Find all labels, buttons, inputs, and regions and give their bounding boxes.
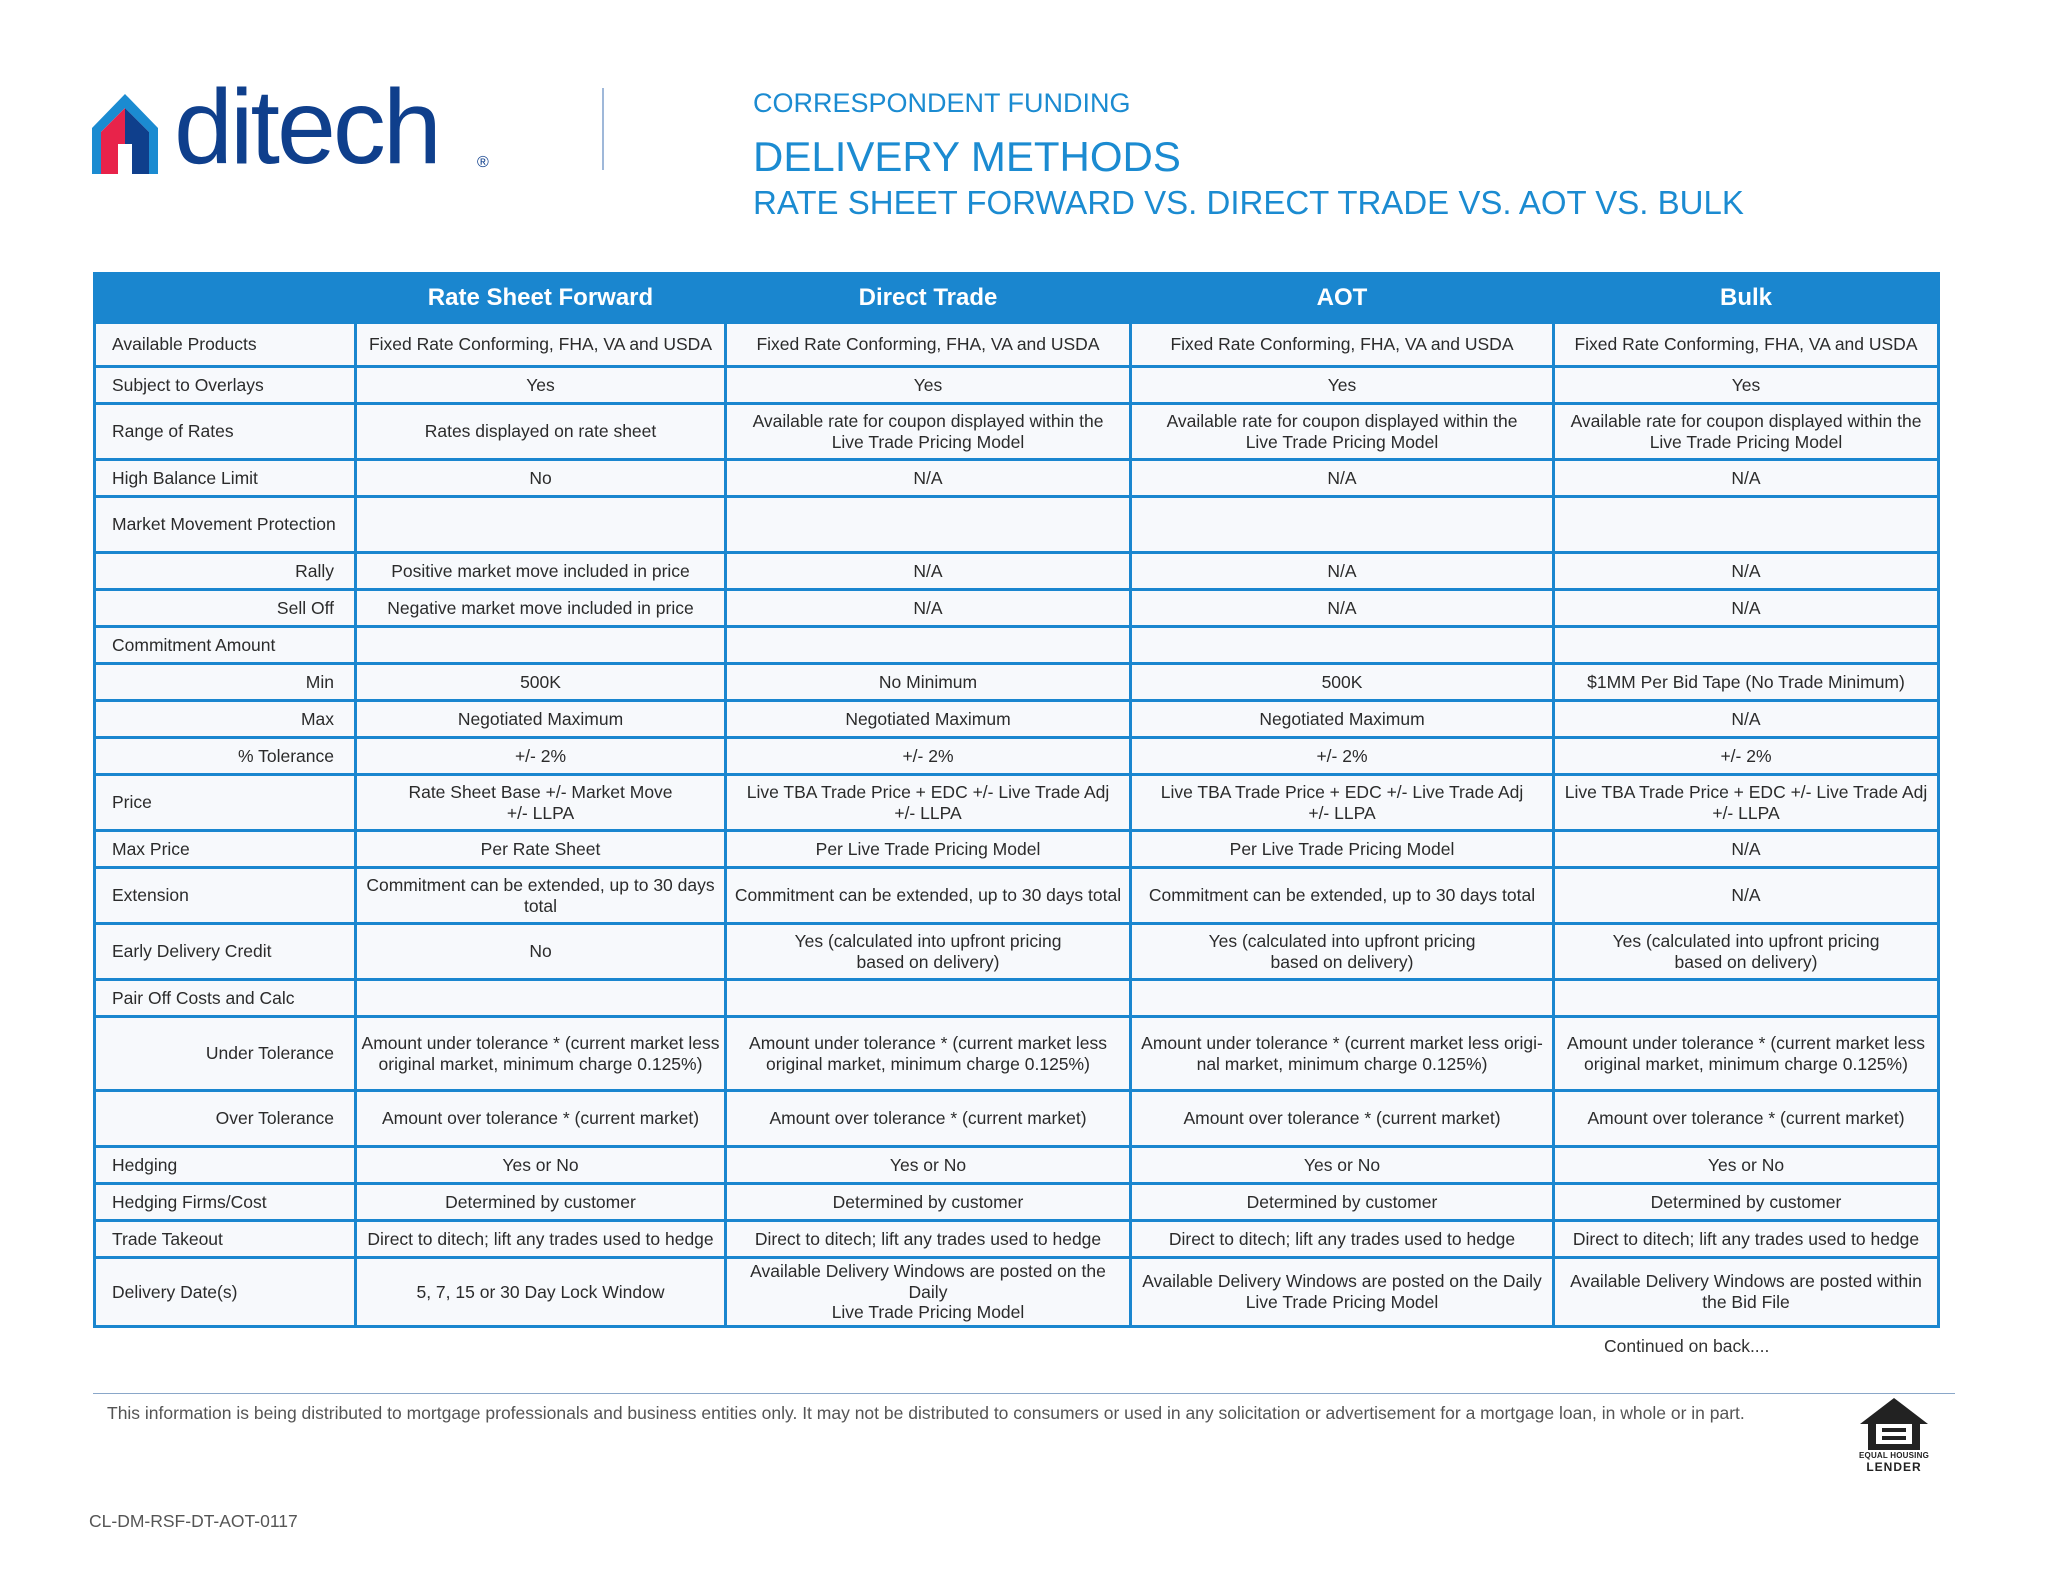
row-label: Subject to Overlays bbox=[95, 367, 356, 404]
table-cell: Available Delivery Windows are posted on the Daily Live Trade Pricing Model bbox=[726, 1258, 1131, 1327]
table-cell: Fixed Rate Conforming, FHA, VA and USDA bbox=[726, 323, 1131, 367]
row-label: Min bbox=[95, 664, 356, 701]
table-cell: Available rate for coupon displayed within the Live Trade Pricing Model bbox=[1554, 404, 1939, 460]
table-cell: No bbox=[356, 924, 726, 980]
table-cell: Amount under tolerance * (current market less original market, minimum charge 0.125%) bbox=[356, 1017, 726, 1091]
row-label: Market Movement Protection bbox=[95, 497, 356, 553]
table-cell: Negotiated Maximum bbox=[356, 701, 726, 738]
document-code: CL-DM-RSF-DT-AOT-0117 bbox=[89, 1511, 298, 1531]
table-cell: +/- 2% bbox=[1554, 738, 1939, 775]
table-cell: N/A bbox=[1131, 460, 1554, 497]
row-label: High Balance Limit bbox=[95, 460, 356, 497]
column-header-bulk: Bulk bbox=[1554, 274, 1939, 323]
table-cell: Amount under tolerance * (current market less original market, minimum charge 0.125%) bbox=[1554, 1017, 1939, 1091]
table-cell: Available Delivery Windows are posted on the Daily Live Trade Pricing Model bbox=[1131, 1258, 1554, 1327]
row-label: Rally bbox=[95, 553, 356, 590]
table-cell: Amount under tolerance * (current market less original market, minimum charge 0.125%) bbox=[726, 1017, 1131, 1091]
table-cell: Yes bbox=[1131, 367, 1554, 404]
table-cell: Commitment can be extended, up to 30 days total bbox=[1131, 868, 1554, 924]
table-cell: Yes (calculated into upfront pricing based on delivery) bbox=[1131, 924, 1554, 980]
table-cell: Negotiated Maximum bbox=[726, 701, 1131, 738]
table-cell bbox=[356, 627, 726, 664]
table-cell: +/- 2% bbox=[356, 738, 726, 775]
table-cell: N/A bbox=[1554, 831, 1939, 868]
table-cell bbox=[726, 980, 1131, 1017]
table-cell bbox=[726, 627, 1131, 664]
row-label: Hedging bbox=[95, 1147, 356, 1184]
table-cell: 500K bbox=[1131, 664, 1554, 701]
table-cell: Determined by customer bbox=[356, 1184, 726, 1221]
table-cell: N/A bbox=[1554, 553, 1939, 590]
table-cell: Amount over tolerance * (current market) bbox=[1554, 1091, 1939, 1147]
table-row bbox=[95, 553, 1939, 590]
table-cell: Available rate for coupon displayed within the Live Trade Pricing Model bbox=[726, 404, 1131, 460]
table-row bbox=[95, 980, 1939, 1017]
table-cell: Direct to ditech; lift any trades used to hedge bbox=[356, 1221, 726, 1258]
header-kicker: CORRESPONDENT FUNDING bbox=[753, 88, 1131, 118]
table-cell: $1MM Per Bid Tape (No Trade Minimum) bbox=[1554, 664, 1939, 701]
table-cell: Yes or No bbox=[356, 1147, 726, 1184]
page-title: DELIVERY METHODS bbox=[753, 133, 1181, 180]
table-row bbox=[95, 1017, 1939, 1091]
table-row bbox=[95, 1091, 1939, 1147]
table-cell: Fixed Rate Conforming, FHA, VA and USDA bbox=[1131, 323, 1554, 367]
row-label: Max Price bbox=[95, 831, 356, 868]
table-cell: Available rate for coupon displayed within the Live Trade Pricing Model bbox=[1131, 404, 1554, 460]
table-cell: No Minimum bbox=[726, 664, 1131, 701]
equal-housing-lender-logo bbox=[1856, 1396, 1932, 1474]
table-cell: 5, 7, 15 or 30 Day Lock Window bbox=[356, 1258, 726, 1327]
table-cell: N/A bbox=[1131, 553, 1554, 590]
row-label: Over Tolerance bbox=[95, 1091, 356, 1147]
table-row bbox=[95, 1221, 1939, 1258]
column-header-aot: AOT bbox=[1131, 274, 1554, 323]
table-row bbox=[95, 1147, 1939, 1184]
table-cell: Positive market move included in price bbox=[356, 553, 726, 590]
table-cell: Amount over tolerance * (current market) bbox=[726, 1091, 1131, 1147]
row-label: Delivery Date(s) bbox=[95, 1258, 356, 1327]
table-cell: Yes or No bbox=[726, 1147, 1131, 1184]
table-cell: Determined by customer bbox=[1554, 1184, 1939, 1221]
table-row bbox=[95, 1184, 1939, 1221]
table-cell: Determined by customer bbox=[726, 1184, 1131, 1221]
table-cell: Live TBA Trade Price + EDC +/- Live Trade Adj +/- LLPA bbox=[726, 775, 1131, 831]
table-cell bbox=[1554, 497, 1939, 553]
table-cell: Per Live Trade Pricing Model bbox=[1131, 831, 1554, 868]
row-label: Range of Rates bbox=[95, 404, 356, 460]
column-header-rate-sheet-forward: Rate Sheet Forward bbox=[356, 274, 726, 323]
row-label: Extension bbox=[95, 868, 356, 924]
page-subtitle: RATE SHEET FORWARD VS. DIRECT TRADE VS. AOT VS. BULK bbox=[753, 184, 1744, 221]
lender-label: LENDER bbox=[1866, 1460, 1922, 1474]
table-cell: N/A bbox=[726, 460, 1131, 497]
ditech-logo bbox=[92, 68, 512, 186]
table-row bbox=[95, 924, 1939, 980]
table-row bbox=[95, 627, 1939, 664]
table-cell: Rate Sheet Base +/- Market Move +/- LLPA bbox=[356, 775, 726, 831]
table-cell: +/- 2% bbox=[1131, 738, 1554, 775]
row-label: Early Delivery Credit bbox=[95, 924, 356, 980]
table-cell bbox=[1554, 627, 1939, 664]
row-label: Available Products bbox=[95, 323, 356, 367]
disclaimer: This information is being distributed to mortgage professionals and business entities only. It may not be distributed to consumers or used in any solicitation or advertisement for a mortgage loan, in whole or in part. bbox=[107, 1403, 1745, 1423]
table-cell: Per Live Trade Pricing Model bbox=[726, 831, 1131, 868]
table-cell: Direct to ditech; lift any trades used to hedge bbox=[726, 1221, 1131, 1258]
row-label: Price bbox=[95, 775, 356, 831]
table-row bbox=[95, 701, 1939, 738]
row-label: Sell Off bbox=[95, 590, 356, 627]
equal-housing-icon bbox=[1856, 1396, 1932, 1452]
table-cell: Direct to ditech; lift any trades used to hedge bbox=[1131, 1221, 1554, 1258]
table-cell: 500K bbox=[356, 664, 726, 701]
table-cell: Commitment can be extended, up to 30 days total bbox=[356, 868, 726, 924]
table-row bbox=[95, 868, 1939, 924]
table-cell bbox=[356, 980, 726, 1017]
table-row bbox=[95, 590, 1939, 627]
row-label: Pair Off Costs and Calc bbox=[95, 980, 356, 1017]
table-cell: N/A bbox=[1554, 460, 1939, 497]
table-row bbox=[95, 497, 1939, 553]
table-cell: No bbox=[356, 460, 726, 497]
brand-name: ditech bbox=[174, 68, 439, 186]
table-cell: Yes (calculated into upfront pricing based on delivery) bbox=[726, 924, 1131, 980]
table-cell: N/A bbox=[726, 590, 1131, 627]
table-cell: Per Rate Sheet bbox=[356, 831, 726, 868]
table-cell: Yes or No bbox=[1554, 1147, 1939, 1184]
row-label: Trade Takeout bbox=[95, 1221, 356, 1258]
table-row bbox=[95, 323, 1939, 367]
header-divider bbox=[602, 88, 604, 170]
row-label: Max bbox=[95, 701, 356, 738]
table-cell: Negative market move included in price bbox=[356, 590, 726, 627]
table-cell bbox=[356, 497, 726, 553]
table-cell: Available Delivery Windows are posted within the Bid File bbox=[1554, 1258, 1939, 1327]
table-cell bbox=[1131, 497, 1554, 553]
table-cell: Negotiated Maximum bbox=[1131, 701, 1554, 738]
table-row bbox=[95, 1258, 1939, 1327]
table-cell: Yes bbox=[726, 367, 1131, 404]
equal-housing-label: EQUAL HOUSING bbox=[1858, 1451, 1929, 1460]
table-cell: N/A bbox=[1131, 590, 1554, 627]
table-cell: Live TBA Trade Price + EDC +/- Live Trade Adj +/- LLPA bbox=[1131, 775, 1554, 831]
table-cell: +/- 2% bbox=[726, 738, 1131, 775]
table-cell: Yes or No bbox=[1131, 1147, 1554, 1184]
column-header-direct-trade: Direct Trade bbox=[726, 274, 1131, 323]
footer-divider bbox=[93, 1393, 1955, 1394]
row-label: Hedging Firms/Cost bbox=[95, 1184, 356, 1221]
table-cell: N/A bbox=[1554, 868, 1939, 924]
table-cell: Commitment can be extended, up to 30 days total bbox=[726, 868, 1131, 924]
table-row bbox=[95, 775, 1939, 831]
table-cell: Amount under tolerance * (current market less origi- nal market, minimum charge 0.125%) bbox=[1131, 1017, 1554, 1091]
row-label: % Tolerance bbox=[95, 738, 356, 775]
table-row bbox=[95, 664, 1939, 701]
table-cell: N/A bbox=[726, 553, 1131, 590]
house-icon bbox=[92, 94, 158, 174]
table-cell bbox=[1131, 980, 1554, 1017]
table-cell: Yes bbox=[1554, 367, 1939, 404]
table-cell: Determined by customer bbox=[1131, 1184, 1554, 1221]
table-cell bbox=[1131, 627, 1554, 664]
table-cell: Fixed Rate Conforming, FHA, VA and USDA bbox=[1554, 323, 1939, 367]
table-row bbox=[95, 460, 1939, 497]
table-row bbox=[95, 367, 1939, 404]
registered-mark: ® bbox=[477, 154, 489, 171]
table-cell: Direct to ditech; lift any trades used to hedge bbox=[1554, 1221, 1939, 1258]
table-cell: Yes (calculated into upfront pricing based on delivery) bbox=[1554, 924, 1939, 980]
row-label: Commitment Amount bbox=[95, 627, 356, 664]
column-header-label bbox=[95, 274, 356, 323]
table-cell: N/A bbox=[1554, 590, 1939, 627]
table-body bbox=[95, 323, 1939, 1327]
table-cell: Fixed Rate Conforming, FHA, VA and USDA bbox=[356, 323, 726, 367]
table-cell bbox=[726, 497, 1131, 553]
table-cell: Yes bbox=[356, 367, 726, 404]
table-cell bbox=[1554, 980, 1939, 1017]
table-header-row bbox=[95, 274, 1939, 323]
table-row bbox=[95, 738, 1939, 775]
table-cell: Rates displayed on rate sheet bbox=[356, 404, 726, 460]
table-cell: N/A bbox=[1554, 701, 1939, 738]
table-cell: Amount over tolerance * (current market) bbox=[1131, 1091, 1554, 1147]
comparison-table bbox=[93, 272, 1940, 1328]
table-cell: Live TBA Trade Price + EDC +/- Live Trade Adj +/- LLPA bbox=[1554, 775, 1939, 831]
table-row bbox=[95, 831, 1939, 868]
continued-note: Continued on back.... bbox=[1604, 1336, 1770, 1356]
row-label: Under Tolerance bbox=[95, 1017, 356, 1091]
table-row bbox=[95, 404, 1939, 460]
table-cell: Amount over tolerance * (current market) bbox=[356, 1091, 726, 1147]
